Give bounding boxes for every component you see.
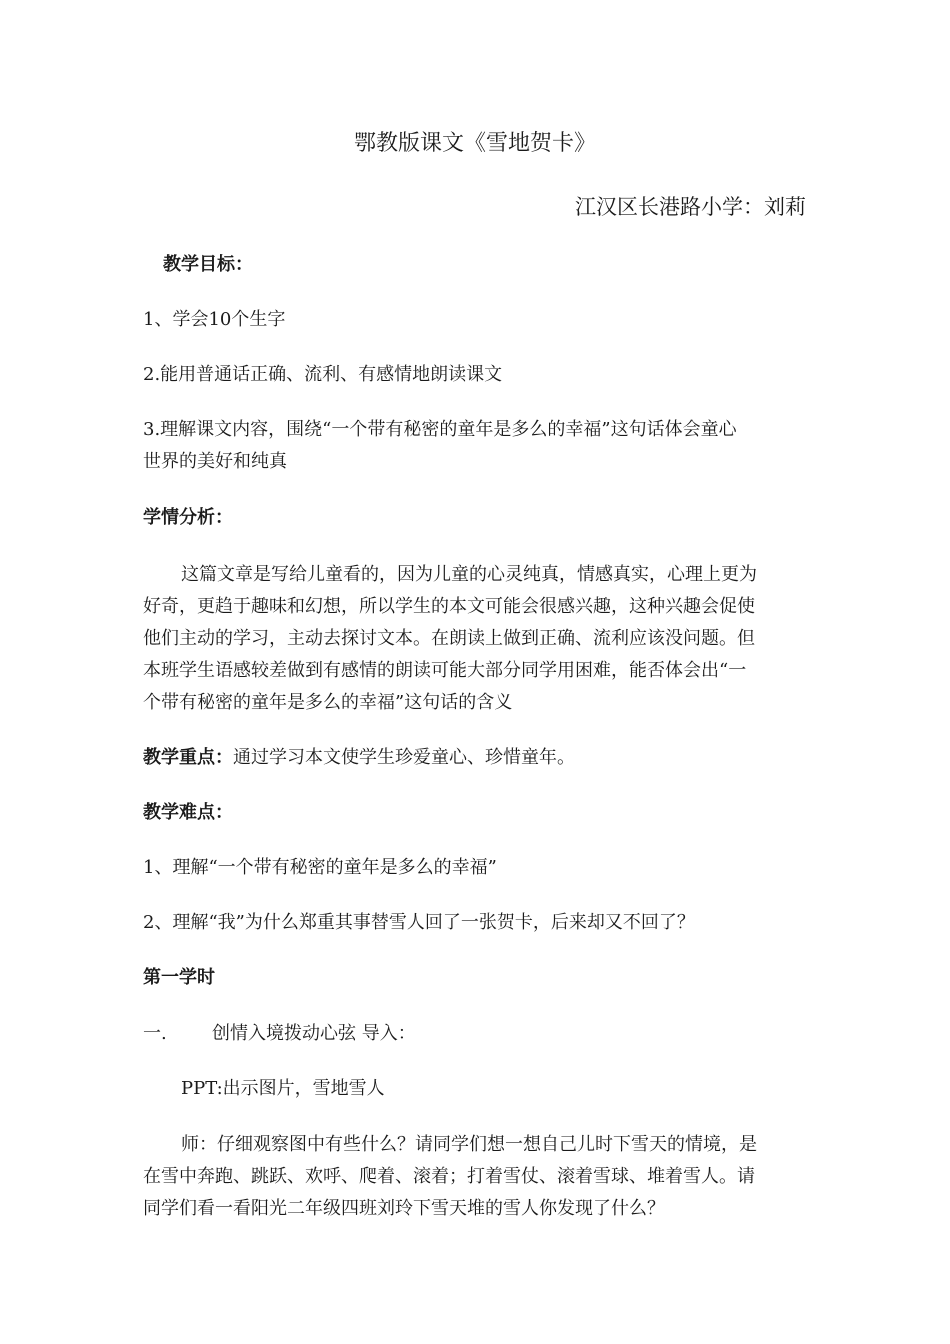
analysis-line: 个带有秘密的童年是多么的幸福”这句话的含义 xyxy=(143,692,513,713)
analysis-paragraph xyxy=(143,559,803,719)
analysis-heading: 学情分析： xyxy=(143,507,233,528)
key-point xyxy=(143,746,575,770)
goal-item-3 xyxy=(143,414,803,478)
teacher-line: 在雪中奔跑、跳跃、欢呼、爬着、滚着；打着雪仗、滚着雪球、堆着雪人。请 xyxy=(143,1166,755,1187)
goal-item-2: 2.能用普通话正确、流利、有感情地朗读课文 xyxy=(143,364,503,385)
analysis-line: 好奇，更趋于趣味和幻想，所以学生的本文可能会很感兴趣，这种兴趣会促使 xyxy=(143,596,755,617)
goal-item-1: 1、学会10个生字 xyxy=(143,309,286,330)
author-line: 江汉区长港路小学：刘莉 xyxy=(575,195,806,219)
key-point-label: 教学重点： xyxy=(143,747,233,768)
goals-heading: 教学目标： xyxy=(163,254,253,275)
difficulty-item-2: 2、理解“我”为什么郑重其事替雪人回了一张贺卡，后来却又不回了？ xyxy=(143,912,695,933)
section-number: 一. xyxy=(143,1023,167,1044)
goal-item-3-line-1: 3.理解课文内容，围绕“一个带有秘密的童年是多么的幸福”这句话体会童心 xyxy=(143,419,737,440)
goal-item-3-line-2: 世界的美好和纯真 xyxy=(143,451,287,472)
analysis-line: 他们主动的学习，主动去探讨文本。在朗读上做到正确、流利应该没问题。但 xyxy=(143,628,755,649)
analysis-line: 本班学生语感较差做到有感情的朗读可能大部分同学用困难，能否体会出“一 xyxy=(143,660,747,681)
ppt-note: PPT:出示图片，雪地雪人 xyxy=(181,1078,385,1099)
teacher-line: 师：仔细观察图中有些什么？请同学们想一想自己儿时下雪天的情境，是 xyxy=(181,1134,757,1155)
lesson-heading: 第一学时 xyxy=(143,967,215,988)
section-title: 创情入境拨动心弦 导入： xyxy=(212,1023,416,1044)
key-point-text: 通过学习本文使学生珍爱童心、珍惜童年。 xyxy=(233,747,575,768)
analysis-line: 这篇文章是写给儿童看的，因为儿童的心灵纯真，情感真实，心理上更为 xyxy=(181,564,757,585)
document-title: 鄂教版课文《雪地贺卡》 xyxy=(353,131,596,156)
teacher-paragraph xyxy=(143,1129,803,1225)
difficulty-item-1: 1、理解“一个带有秘密的童年是多么的幸福” xyxy=(143,857,497,878)
difficulty-heading: 教学难点： xyxy=(143,802,233,823)
teacher-line: 同学们看一看阳光二年级四班刘玲下雪天堆的雪人你发现了什么？ xyxy=(143,1198,665,1219)
